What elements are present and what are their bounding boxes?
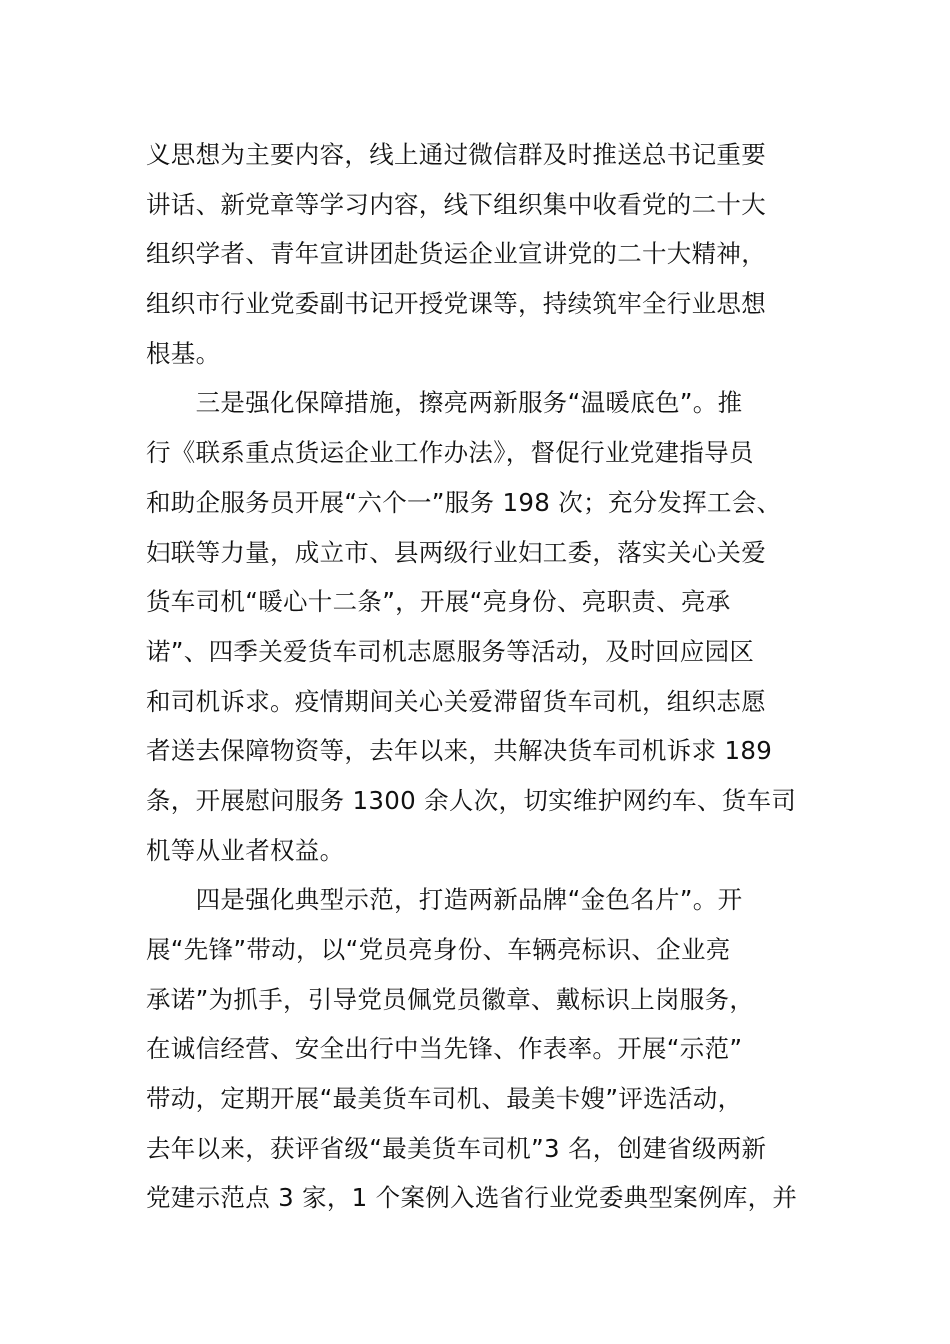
text-line: 党建示范点 3 家，1 个案例入选省行业党委典型案例库，并 [146,1183,798,1213]
body-text [146,130,811,1223]
text-line: 条，开展慰问服务 1300 余人次，切实维护网约车、货车司 [146,785,797,815]
text-line: 展“先锋”带动，以“党员亮身份、车辆亮标识、企业亮 [146,935,731,964]
text-line: 者送去保障物资等，去年以来，共解决货车司机诉求 189 [146,736,773,766]
text-line: 根基。 [146,338,221,368]
text-line: 承诺”为抓手，引导党员佩党员徽章、戴标识上岗服务， [146,984,755,1014]
text-line: 机等从业者权益。 [146,835,345,865]
text-line: 货车司机“暖心十二条”，开展“亮身份、亮职责、亮承 [146,587,731,617]
text-line: 妇联等力量，成立市、县两级行业妇工委，落实关心关爱 [146,537,766,567]
text-line: 义思想为主要内容，线上通过微信群及时推送总书记重要 [146,140,766,169]
text-line: 行《联系重点货运企业工作办法》，督促行业党建指导员 [146,438,754,468]
text-line: 带动，定期开展“最美货车司机、最美卡嫂”评选活动， [146,1084,743,1114]
paragraph-4-start: 四是强化典型示范，打造两新品牌“金色名片”。开 [146,885,743,915]
text-line: 讲话、新党章等学习内容，线下组织集中收看党的二十大 [146,189,766,219]
text-line: 去年以来，获评省级“最美货车司机”3 名，创建省级两新 [146,1133,767,1163]
text-line: 组织学者、青年宣讲团赴货运企业宣讲党的二十大精神， [146,239,766,269]
text-line: 诺”、四季关爱货车司机志愿服务等活动，及时回应园区 [146,636,755,666]
text-line: 和助企服务员开展“六个一”服务 198 次；充分发挥工会、 [146,487,782,517]
text-line: 组织市行业党委副书记开授党课等，持续筑牢全行业思想 [146,289,766,319]
paragraph-3-start: 三是强化保障措施，擦亮两新服务“温暖底色”。推 [146,388,743,418]
text-line: 在诚信经营、安全出行中当先锋、作表率。开展“示范” [146,1034,743,1064]
text-line: 和司机诉求。疫情期间关心关爱滞留货车司机，组织志愿 [146,686,766,716]
